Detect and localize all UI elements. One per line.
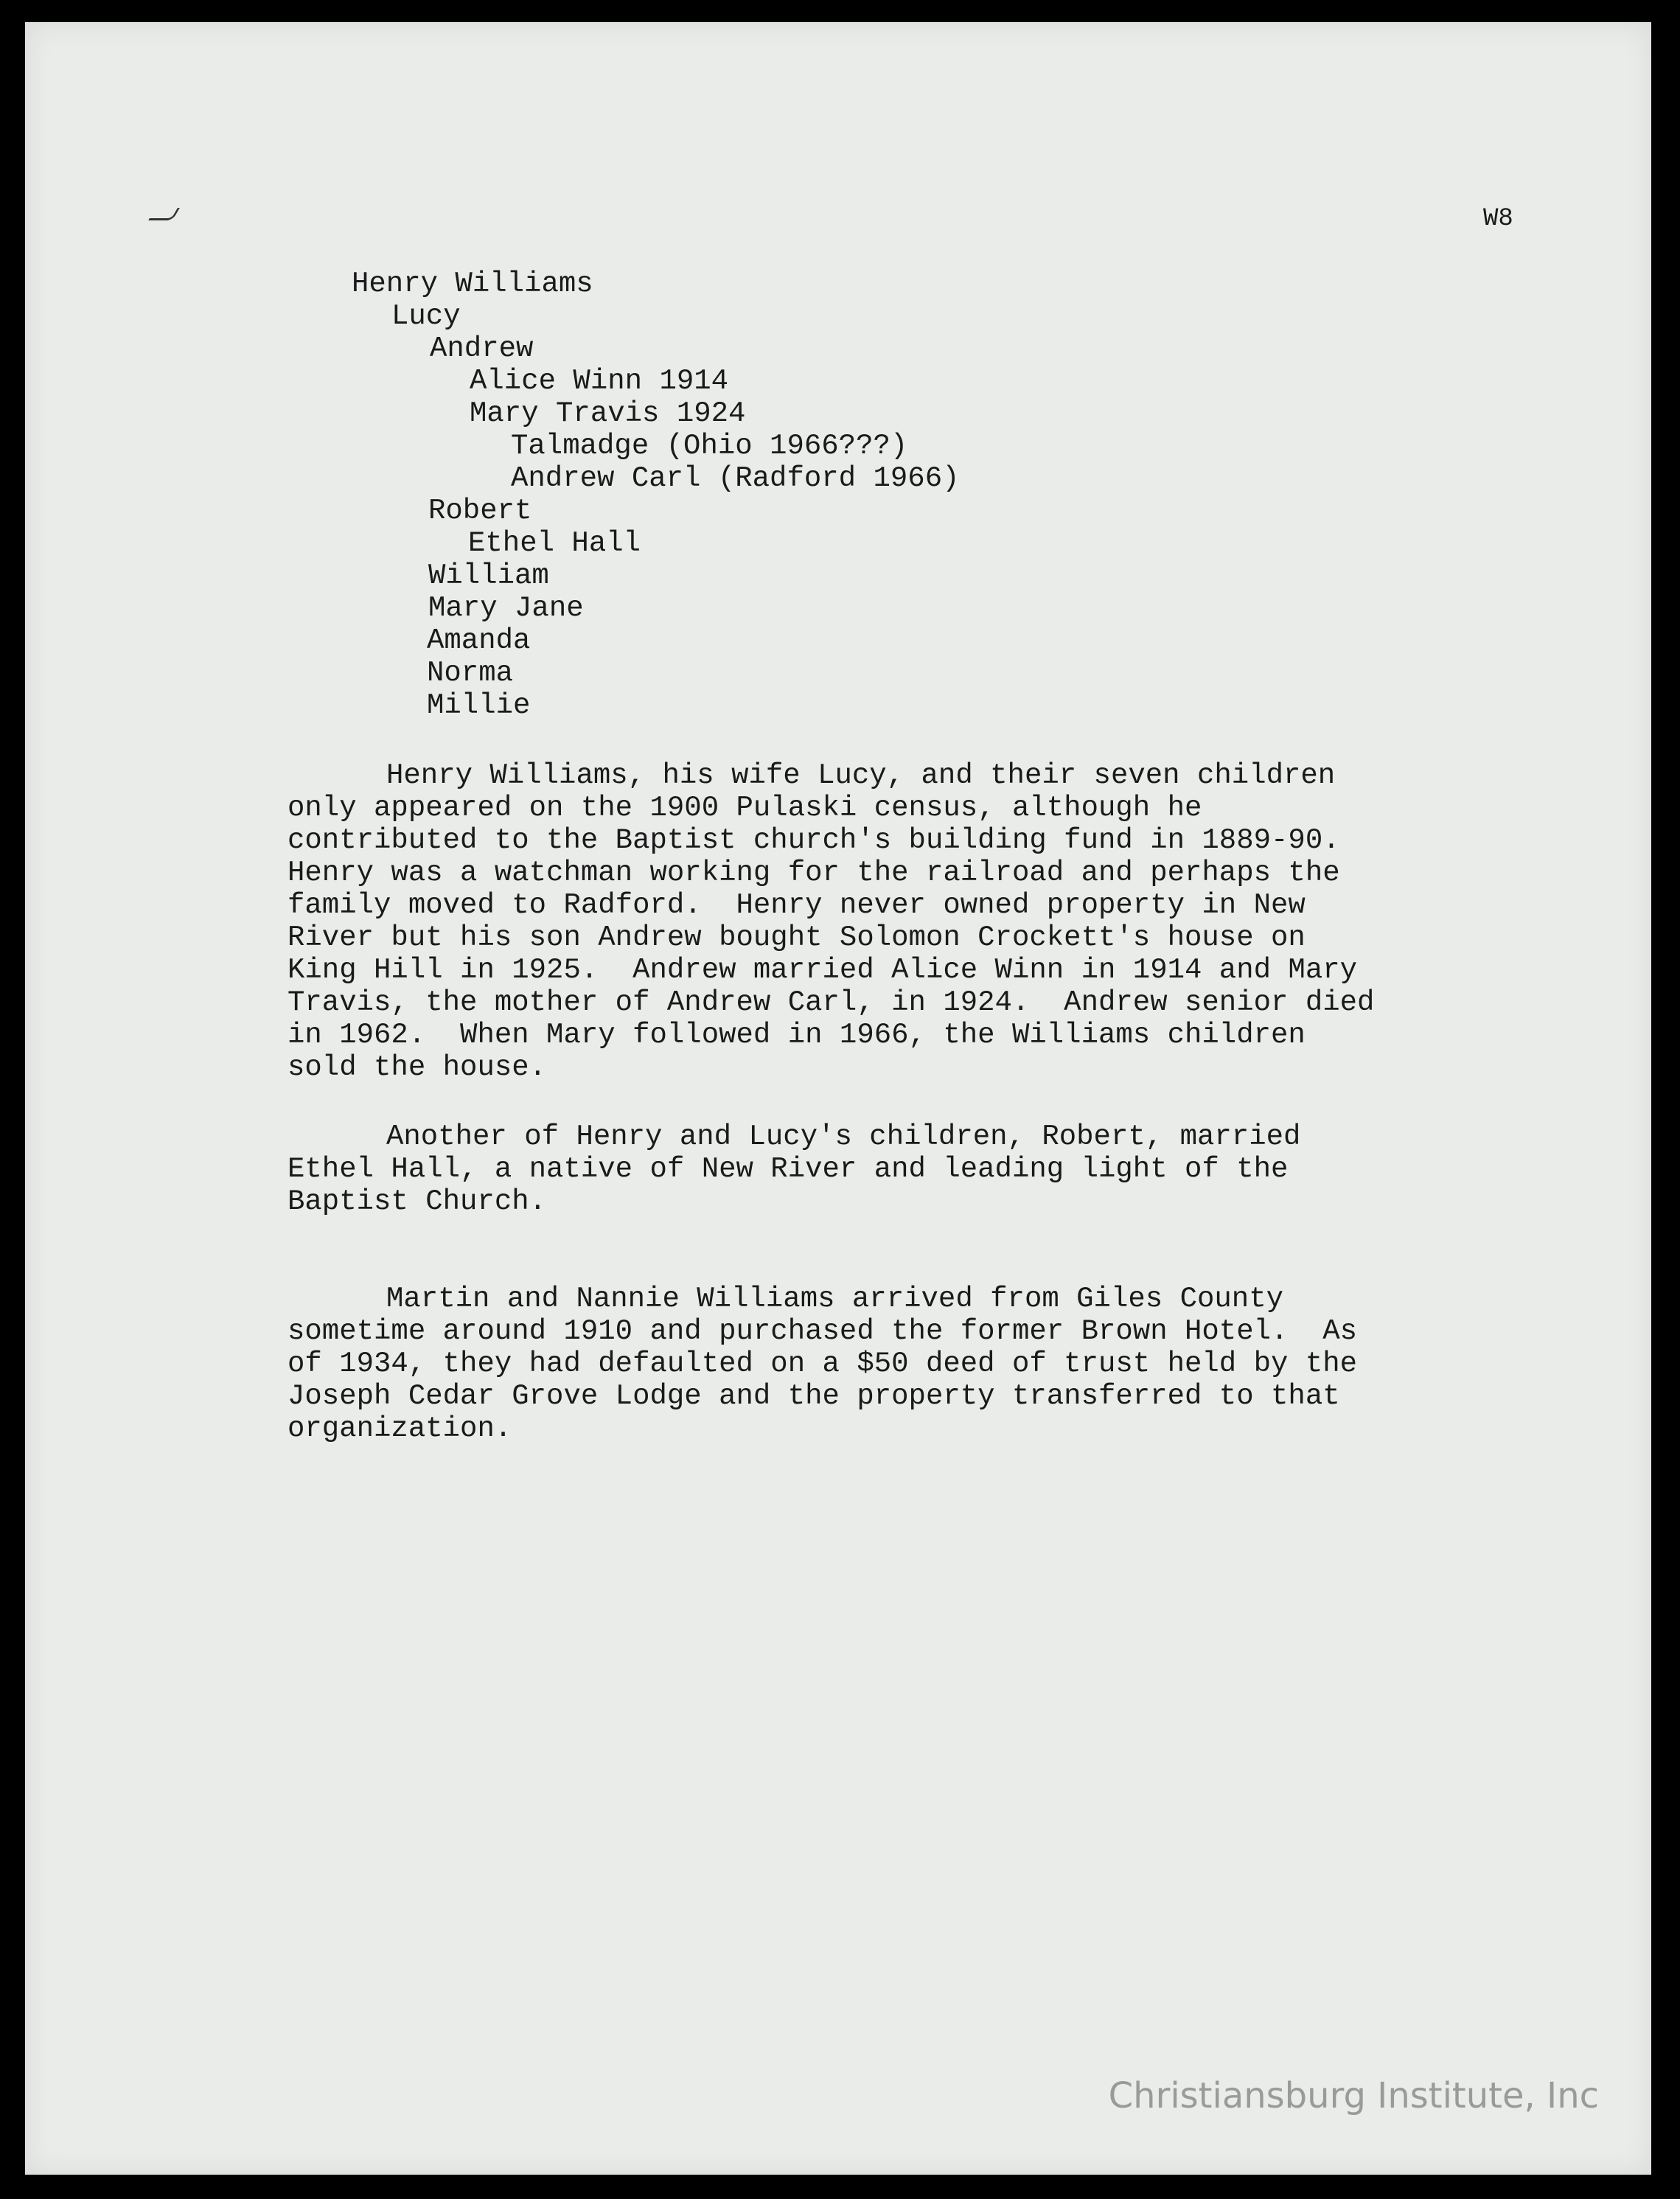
text-line: contributed to the Baptist church's building fund in 1889-90. [287, 824, 1340, 857]
text-line: Martin and Nannie Williams arrived from Giles County [386, 1283, 1283, 1315]
tree-entry: Norma [427, 657, 514, 689]
tree-entry: Mary Travis 1924 [470, 397, 746, 430]
text-line: River but his son Andrew bought Solomon Crockett's house on [287, 921, 1306, 954]
text-line: sometime around 1910 and purchased the former Brown Hotel. As [287, 1315, 1358, 1348]
text-line: Henry was a watchman working for the railroad and perhaps the [287, 857, 1340, 889]
tree-entry: Amanda [427, 624, 531, 657]
watermark: Christiansburg Institute, Inc [1108, 2075, 1599, 2116]
paragraph-robert [287, 1121, 1541, 1218]
tree-entry: Andrew Carl (Radford 1966) [511, 462, 960, 495]
text-line: of 1934, they had defaulted on a $50 deed of trust held by the [287, 1348, 1358, 1380]
tree-entry: Henry Williams [352, 268, 593, 300]
document-page [25, 22, 1651, 2175]
text-line: only appeared on the 1900 Pulaski census, although he [287, 792, 1202, 824]
text-line: Baptist Church. [287, 1185, 547, 1218]
text-line: Travis, the mother of Andrew Carl, in 1924. Andrew senior died [287, 986, 1375, 1019]
text-line: Joseph Cedar Grove Lodge and the property transferred to that [287, 1380, 1340, 1412]
tree-entry: Alice Winn 1914 [470, 365, 729, 397]
paragraph-henry-williams [287, 759, 1541, 1084]
paragraph-martin-nannie [287, 1283, 1541, 1445]
page-number: W8 [1483, 205, 1513, 233]
text-line: Henry Williams, his wife Lucy, and their seven children [386, 759, 1336, 792]
text-line: Another of Henry and Lucy's children, Robert, married [386, 1121, 1301, 1153]
tree-entry: Robert [428, 495, 532, 527]
text-line: Ethel Hall, a native of New River and leading light of the [287, 1153, 1289, 1185]
text-line: King Hill in 1925. Andrew married Alice Winn in 1914 and Mary [287, 954, 1358, 986]
tree-entry: Mary Jane [428, 592, 584, 624]
tree-entry: Ethel Hall [468, 527, 641, 560]
text-line: in 1962. When Mary followed in 1966, the Williams children [287, 1019, 1306, 1051]
text-line: sold the house. [287, 1051, 547, 1084]
tree-entry: Andrew [430, 332, 534, 365]
text-line: organization. [287, 1412, 512, 1445]
text-line: family moved to Radford. Henry never owned property in New [287, 889, 1306, 921]
tree-entry: Lucy [391, 300, 461, 332]
tree-entry: Talmadge (Ohio 1966???) [511, 430, 908, 462]
tree-entry: Millie [427, 689, 531, 722]
tree-entry: William [428, 560, 549, 592]
pencil-mark [148, 208, 180, 220]
